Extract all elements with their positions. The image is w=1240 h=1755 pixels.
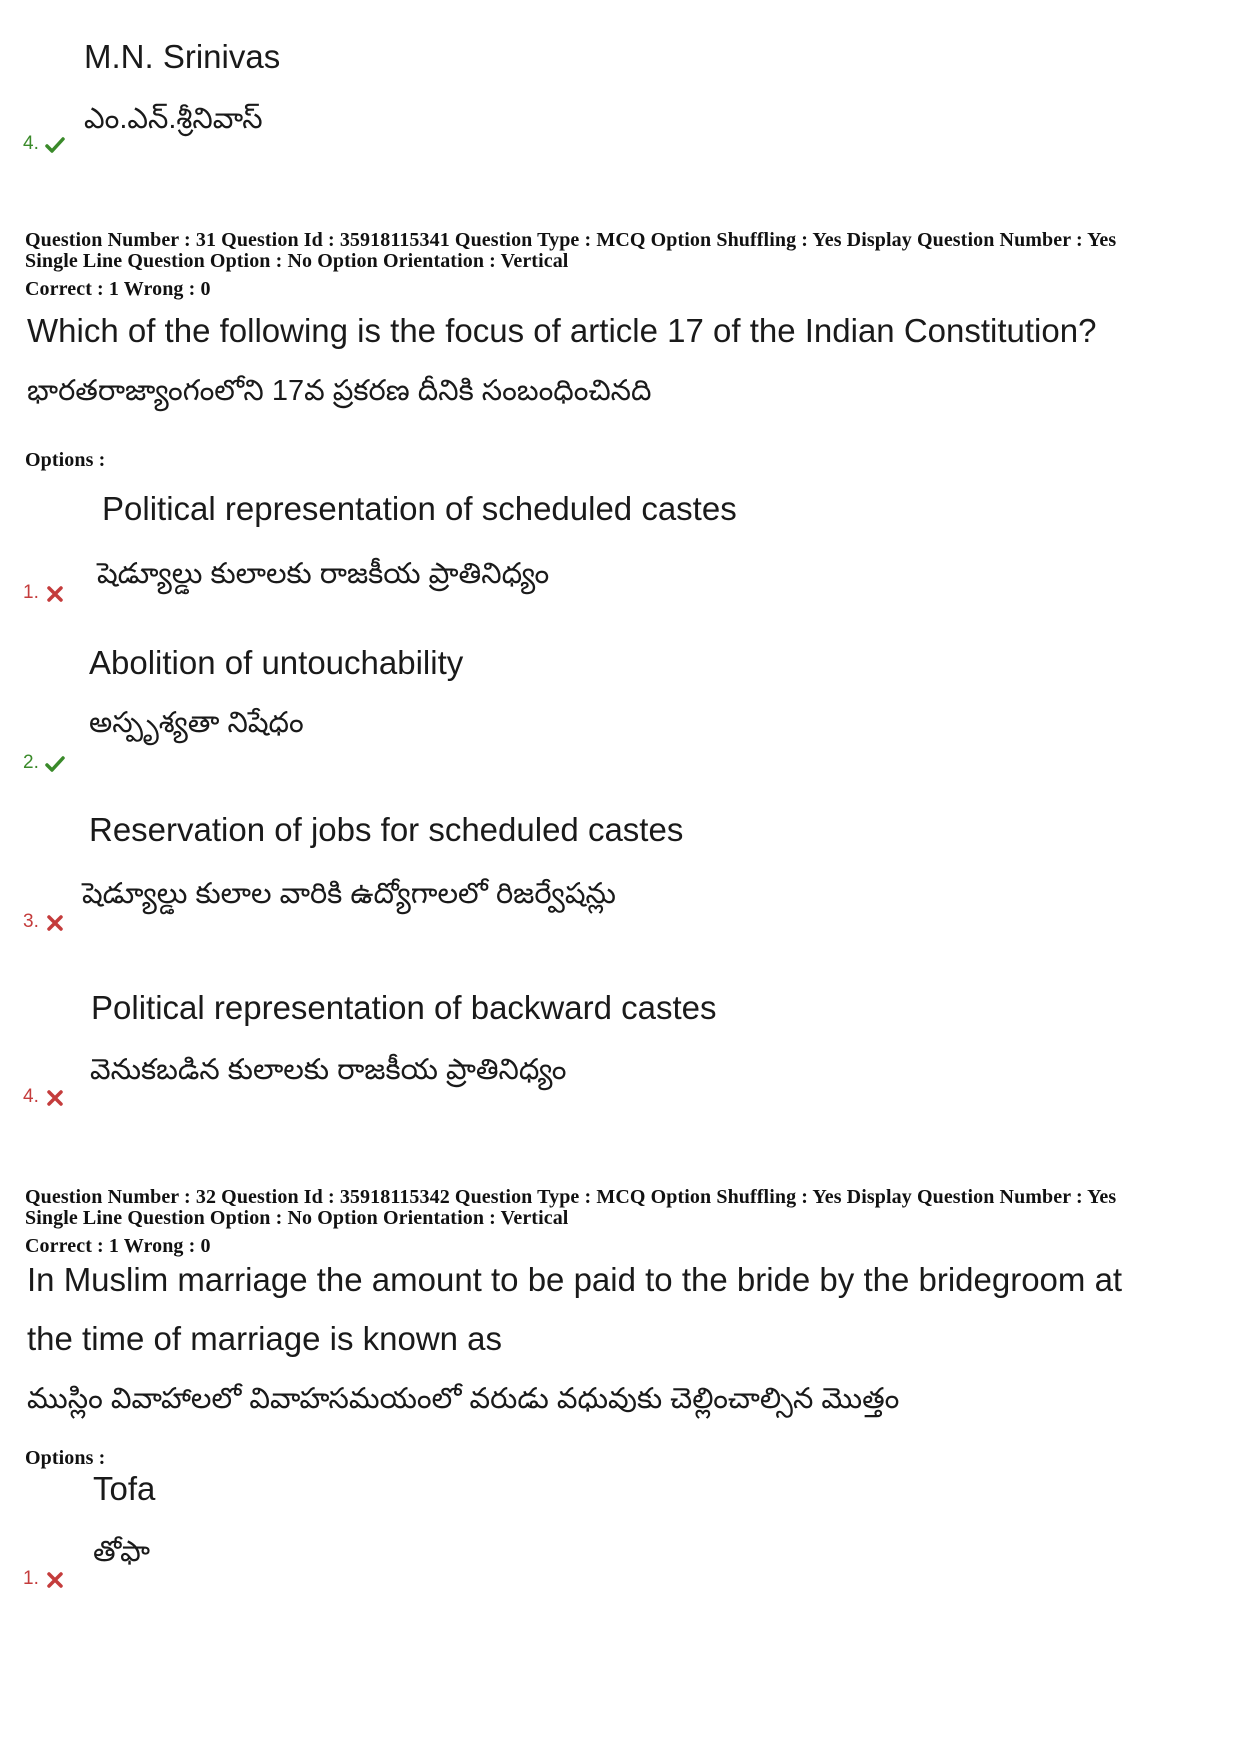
q31-option-4-number <box>23 1086 65 1108</box>
q32-option-1-telugu: తోఫా <box>93 1536 151 1568</box>
q31-option-4-english: Political representation of backward castes <box>91 989 717 1026</box>
option-number-label: 4. <box>23 133 39 154</box>
q31-marks: Correct : 1 Wrong : 0 <box>25 278 211 300</box>
q32-options-label: Options : <box>25 1447 106 1469</box>
q31-option-4-telugu: వెనుకబడిన కులాలకు రాజకీయ ప్రాతినిధ్యం <box>90 1054 567 1086</box>
q32-marks: Correct : 1 Wrong : 0 <box>25 1235 211 1257</box>
cross-icon <box>45 1088 65 1108</box>
q31-meta-line2: Single Line Question Option : No Option Orientation : Vertical <box>25 250 569 272</box>
q31-option-2-number <box>23 752 65 774</box>
q32-meta-line1: Question Number : 32 Question Id : 35918115342 Question Type : MCQ Option Shuffling : Yes Display Question Number : Yes <box>25 1186 1117 1208</box>
q32-text-telugu: ముస్లిం వివాహాలలో వివాహసమయంలో వరుడు వధువుకు చెల్లించాల్సిన మొత్తం <box>27 1383 900 1415</box>
q32-text-english-line2: the time of marriage is known as <box>27 1320 503 1357</box>
q31-option-2-telugu: అస్పృశ్యతా నిషేధం <box>89 707 304 739</box>
prev-option-4-telugu: ఎం.ఎన్.శ్రీనివాస్ <box>84 103 263 135</box>
option-number-label: 1. <box>23 582 39 603</box>
prev-option-4-english: M.N. Srinivas <box>84 38 281 75</box>
q31-option-3-english: Reservation of jobs for scheduled castes <box>89 811 684 848</box>
cross-icon <box>45 1570 65 1590</box>
q31-option-2-english: Abolition of untouchability <box>89 644 464 681</box>
prev-option-4-number <box>23 133 65 155</box>
check-icon <box>45 135 65 155</box>
option-number-label: 3. <box>23 911 39 932</box>
q31-option-3-telugu: షెడ్యూల్డు కులాల వారికి ఉద్యోగాలలో రిజర్వేషన్లు <box>82 878 616 910</box>
q31-option-3-number <box>23 911 65 933</box>
q31-options-label: Options : <box>25 449 106 471</box>
option-number-label: 1. <box>23 1568 39 1589</box>
q32-text-english-line1: In Muslim marriage the amount to be paid to the bride by the bridegroom at <box>27 1261 1123 1298</box>
q31-meta-line1: Question Number : 31 Question Id : 35918115341 Question Type : MCQ Option Shuffling : Yes Display Question Number : Yes <box>25 229 1117 251</box>
option-number-label: 4. <box>23 1086 39 1107</box>
q32-option-1-english: Tofa <box>93 1470 156 1507</box>
q31-option-1-number <box>23 582 65 604</box>
cross-icon <box>45 584 65 604</box>
q32-meta-line2: Single Line Question Option : No Option Orientation : Vertical <box>25 1207 569 1229</box>
q32-option-1-number <box>23 1568 65 1590</box>
check-icon <box>45 754 65 774</box>
q31-text-telugu: భారతరాజ్యాంగంలోని 17వ ప్రకరణ దీనికి సంబంధించినది <box>27 375 652 407</box>
cross-icon <box>45 913 65 933</box>
q31-text-english: Which of the following is the focus of article 17 of the Indian Constitution? <box>27 312 1097 349</box>
q31-option-1-english: Political representation of scheduled castes <box>102 490 737 527</box>
option-number-label: 2. <box>23 752 39 773</box>
q31-option-1-telugu: షెడ్యూల్డు కులాలకు రాజకీయ ప్రాతినిధ్యం <box>97 558 550 590</box>
